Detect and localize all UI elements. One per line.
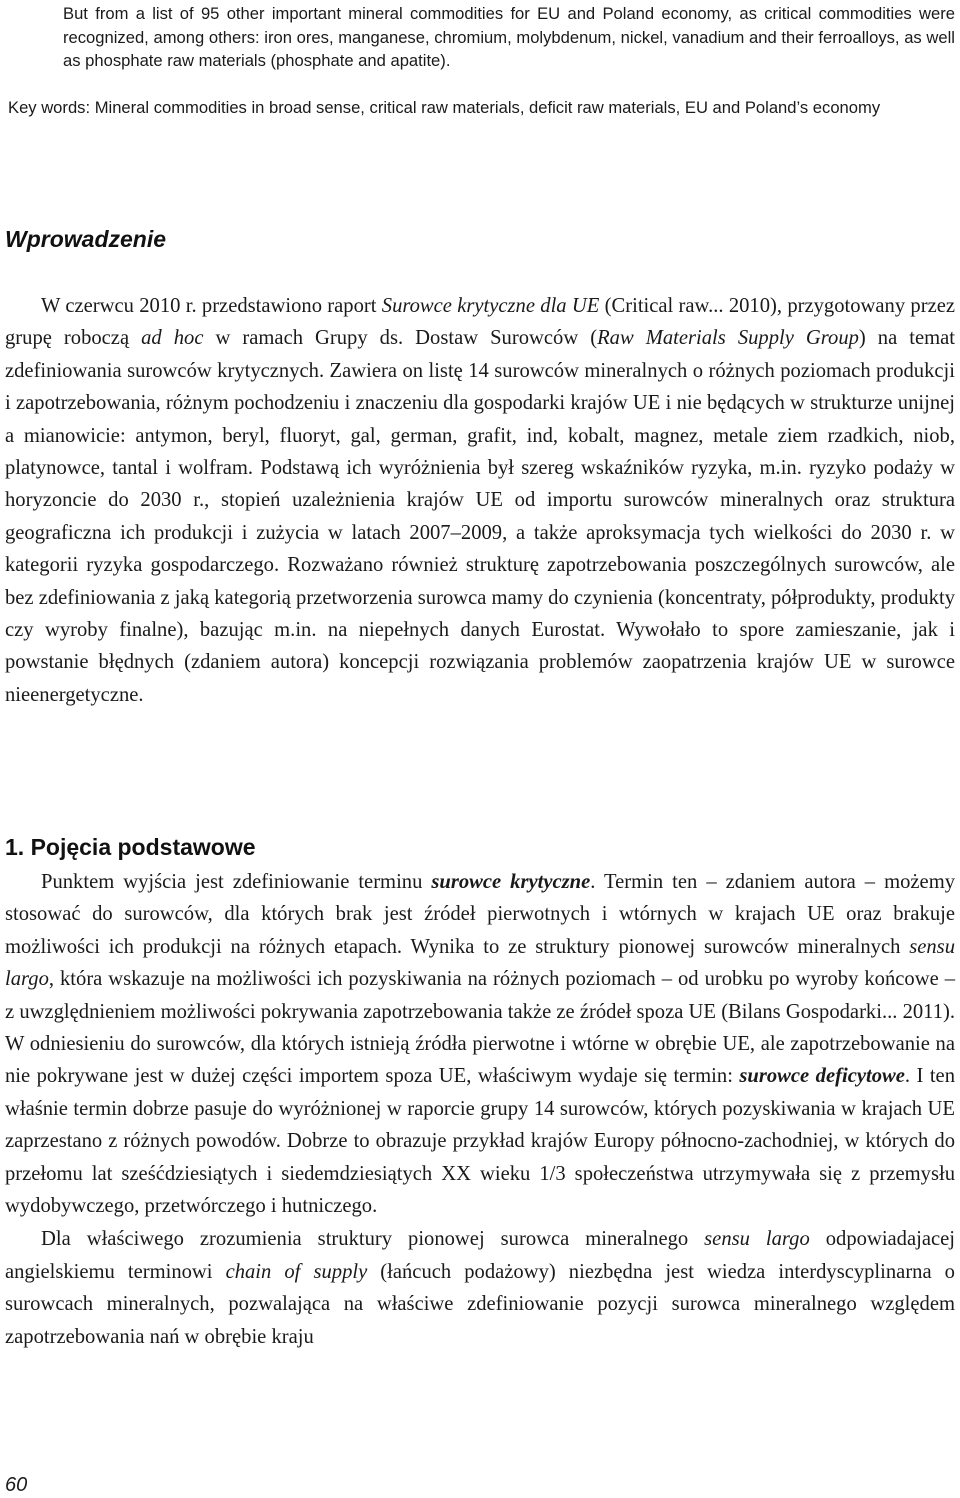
italic-term: ad hoc <box>141 327 204 350</box>
text-run: W czerwcu 2010 r. przedstawiono raport <box>41 295 382 317</box>
italic-term: sensu largo <box>5 935 955 991</box>
italic-term: sensu largo <box>704 1228 810 1251</box>
section-1-paragraph-2 <box>5 1223 955 1353</box>
text-run: , która wskazuje na możliwości ich pozyskiwania na różnych poziomach – od urobku po wyroby końcowe – z uwzględnieniem możliwości pokrywania zapotrzebowania także ze źródeł spoza UE (Bilans Gospodarki... 2011). W odniesieniu do surowców, dla których istnieją źródła pierwotne i wtórne w obrębie UE, ale zapotrzebowanie na nie pokrywane jest w dużej części importem spoza UE, właściwym wydaje się termin: <box>5 968 955 1088</box>
intro-paragraph <box>5 290 955 711</box>
bold-italic-term: surowce deficytowe <box>739 1065 905 1088</box>
text-run: . I ten właśnie termin dobrze pasuje do wyróżnionej w raporcie grupy 14 surowców, których pozyskiwania w krajach UE zaprzestano z różnych powodów. Dobrze to obrazuje przykład krajów Europy północno-zachodniej, w których do przełomu lat sześćdziesiątych i siedemdziesiątych XX wieku 1/3 społeczeństwa utrzymywała się z przemysłu wydobywczego, przetwórczego i hutniczego. <box>5 1065 955 1218</box>
section-1-body <box>5 866 955 1353</box>
page-number: 60 <box>5 1474 28 1496</box>
text-run: (łańcuch podażowy) niezbędna jest wiedza interdyscyplinarna o surowcach mineralnych, pozwalająca na właściwe zdefiniowanie pozycji surowca mineralnego względem zapotrzebowania nań w obrębie kraju <box>5 1260 955 1348</box>
abstract-paragraph: But from a list of 95 other important mineral commodities for EU and Poland economy, as critical commodities were recognized, among others: iron ores, manganese, chromium, molybdenum, nickel, vanadium and their ferroalloys, as well as phosphate raw materials (phosphate and apatite). <box>63 4 955 70</box>
text-run: w ramach Grupy ds. Dostaw Surowców ( <box>203 327 598 350</box>
text-run: (Critical raw... 2010), przygotowany przez grupę roboczą <box>5 295 956 350</box>
text-run: Dla właściwego zrozumienia struktury pionowej surowca mineralnego <box>41 1228 705 1251</box>
keywords-block <box>8 96 955 120</box>
intro-body <box>5 290 955 711</box>
text-run: . Termin ten – zdaniem autora – możemy stosować do surowców, dla których brak jest źródeł pierwotnych i wtórnych w krajach UE oraz brakuje możliwości ich produkcji na różnych etapach. Wynika to ze struktury pionowej surowców mineralnych <box>5 871 956 958</box>
abstract-english <box>63 2 955 73</box>
italic-term: Surowce krytyczne dla UE <box>381 295 600 317</box>
text-run: Punktem wyjścia jest zdefiniowanie terminu <box>41 871 432 893</box>
section-1-heading: 1. Pojęcia podstawowe <box>5 834 256 860</box>
italic-term: chain of supply <box>225 1260 368 1283</box>
text-run: ) na temat zdefiniowania surowców krytycznych. Zawiera on listę 14 surowców mineralnych o różnych poziomach produkcji i zapotrzebowania, różnym pochodzeniu i znaczeniu dla gospodarki krajów UE i nie będących w strukturze unijnej a mianowicie: antymon, beryl, fluoryt, gal, german, grafit, ind, kobalt, magnez, metale ziem rzadkich, niob, platynowce, tantal i wolfram. Podstawą ich wyróżnienia był szereg wskaźników ryzyka, m.in. ryzyko podaży w horyzoncie do 2030 r., stopień uzależnienia krajów UE od importu surowców mineralnych oraz struktura geograficzna ich produkcji i zużycia w latach 2007–2009, a także aproksymacja tych wielkości do 2030 r. w kategorii ryzyka gospodarczego. Rozważano również strukturę zapotrzebowania poszczególnych surowców, ale bez zdefiniowania z jaką kategorią przetworzenia surowca mamy do czynienia (koncentraty, półprodukty, produkty czy wyroby finalne), bazując m.in. na niepełnych danych Eurostat. Wywołało to spore zamieszanie, jak i powstanie błędnych (zdaniem autora) koncepcji rozwiązania problemów zaopatrzenia krajów UE w surowce nieenergetyczne. <box>5 327 956 706</box>
text-run: odpowiadajacej angielskiemu terminowi <box>5 1228 955 1283</box>
bold-italic-term: surowce krytyczne <box>431 871 591 893</box>
italic-term: Raw Materials Supply Group <box>597 327 859 350</box>
keywords-text: Key words: Mineral commodities in broad sense, critical raw materials, deficit raw materials, EU and Poland’s economy <box>8 98 881 117</box>
section-1-paragraph-1 <box>5 866 955 1222</box>
intro-heading: Wprowadzenie <box>5 226 167 252</box>
